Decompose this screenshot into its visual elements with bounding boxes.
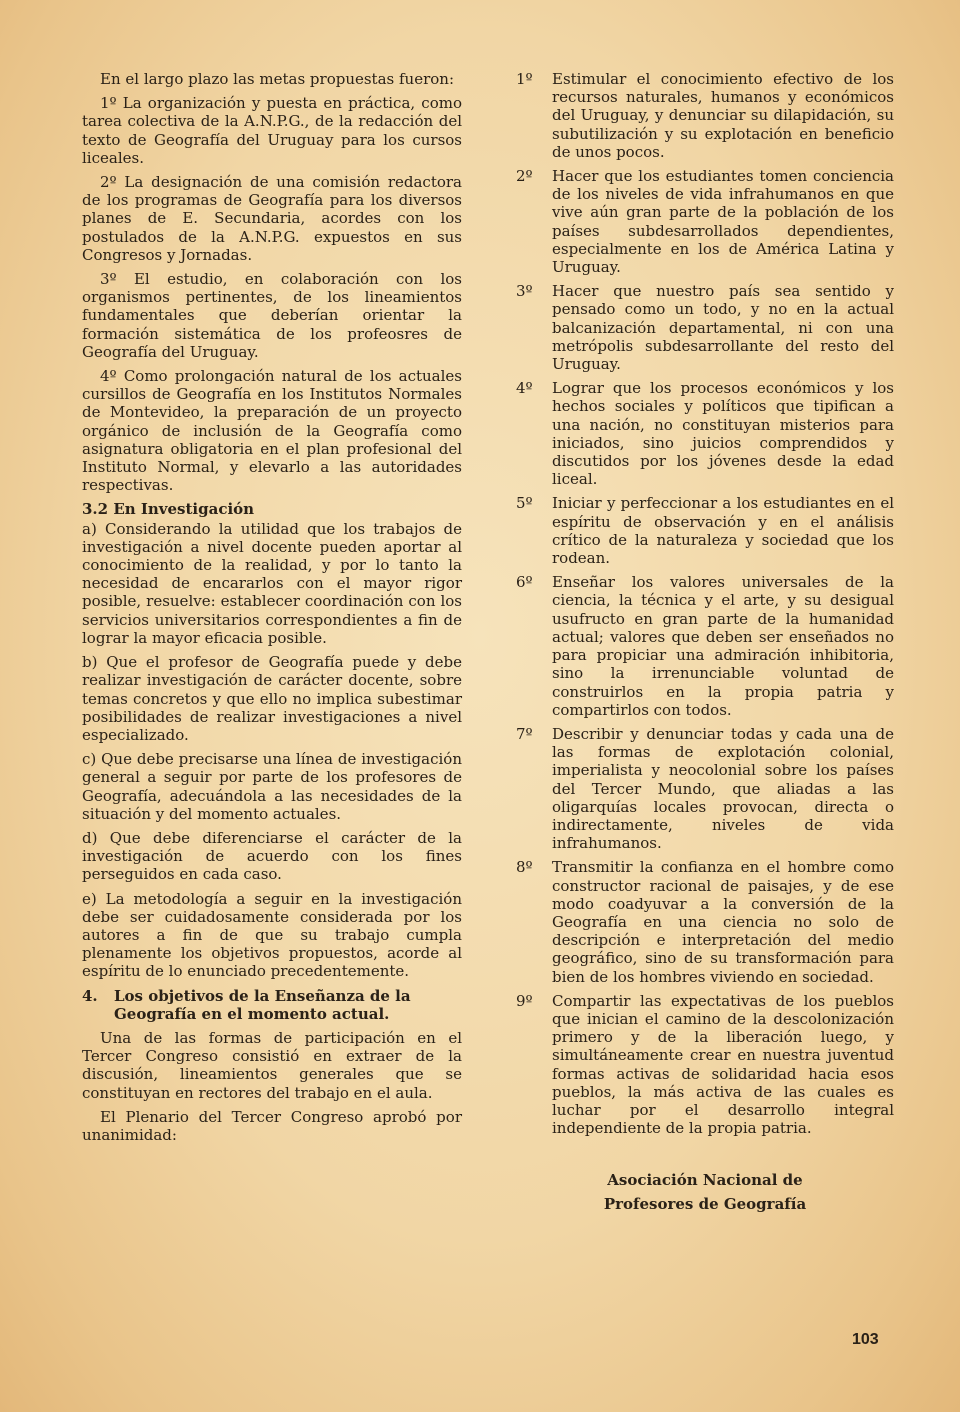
objective-item — [516, 282, 894, 373]
objective-text: Iniciar y perfeccionar a los estudiantes en el espíritu de observación y en el análisis crítico de la naturaleza y sociedad que los rodean. — [552, 494, 894, 568]
goal-2: 2º La designación de una comisión redactora de los programas de Geografía para los diversos planes de E. Secundaria, acordes con los postulados de la A.N.P.G. expuestos en sus Congresos y Jornadas. — [82, 173, 462, 264]
investigation-d: d) Que debe diferenciarse el carácter de la investigación de acuerdo con los fines perseguidos en cada caso. — [82, 828, 462, 884]
objective-text: Lograr que los procesos económicos y los hechos sociales y políticos que tipifican a una nación, no constituyan misterios para iniciados, sino juicios comprendidos y discutidos por los jóvenes desde la edad liceal. — [552, 379, 894, 489]
signature-line-2: Profesores de Geografía — [603, 1195, 807, 1213]
investigation-c: c) Que debe precisarse una línea de investigación general a seguir por parte de los profesores de Geografía, adecuándola a las necesidades de la situación y del momento actuales. — [82, 750, 462, 823]
right-column — [516, 70, 894, 1143]
signature-line-1: Asociación Nacional de — [607, 1171, 803, 1189]
investigation-b: b) Que el profesor de Geografía puede y debe realizar investigación de carácter docente, sobre temas concretos y que ello no implica subestimar posibilidades de realizar investigaciones a nivel especializado. — [82, 653, 462, 744]
objective-item — [516, 70, 894, 161]
objective-item — [516, 494, 894, 567]
section-4-paragraph-1: Una de las formas de participación en el Tercer Congreso consistió en extraer de la discusión, lineamientos generales que se constituyan en rectores del trabajo en el aula. — [82, 1028, 462, 1102]
objective-number: 1º — [516, 70, 533, 88]
section-4-number: 4. — [82, 986, 98, 1005]
investigation-a: a) Considerando la utilidad que los trabajos de investigación a nivel docente pueden aportar al conocimiento de la realidad, y por lo tanto la necesidad de encararlos con el mayor rigor posible, resuelve: establecer coordinación con los servicios universitarios correspondientes a fin de lograr la mayor eficacia posible. — [82, 519, 462, 647]
objective-item — [516, 379, 894, 488]
section-3-2-heading: 3.2 En Investigación — [82, 500, 255, 519]
objective-text: Hacer que los estudiantes tomen conciencia de los niveles de vida infrahumanos en que vive aún gran parte de la población de los países subdesarrollados dependientes, especialmente en los de América Latina y Uruguay. — [552, 167, 894, 277]
objective-text: Transmitir la confianza en el hombre como constructor racional de paisajes, y de ese modo coadyuvar a la conversión de la Geografía en una ciencia no solo de descripción e interpretación del medio geográfico, sino de su transformación para bien de los hombres viviendo en sociedad. — [552, 858, 894, 986]
objective-number: 6º — [516, 573, 533, 592]
signature-block — [516, 1168, 894, 1216]
section-4-paragraph-2: El Plenario del Tercer Congreso aprobó por unanimidad: — [82, 1107, 462, 1144]
objective-item — [516, 992, 894, 1138]
objective-item — [516, 725, 894, 852]
objective-item — [516, 167, 894, 276]
goal-3: 3º El estudio, en colaboración con los organismos pertinentes, de los lineamientos fundamentales que deberían orientar la formación sistemática de los profeosres de Geografía del Uruguay. — [82, 270, 462, 361]
objective-number: 8º — [516, 858, 533, 877]
objective-number: 9º — [516, 991, 533, 1010]
left-column — [82, 70, 462, 1150]
objective-text: Compartir las expectativas de los pueblos que inician el camino de la descolonización primero y de la liberación luego, y simultáneamente crear en nuestra juventud formas activas de solidaridad hacia esos pueblos, la más activa de las cuales es luchar por el desarrollo integral independiente de la propia patria. — [552, 991, 894, 1138]
section-4-title: Los objetivos de la Enseñanza de la Geografía en el momento actual. — [114, 986, 411, 1023]
objective-number: 5º — [516, 494, 533, 513]
goal-1: 1º La organización y puesta en práctica, como tarea colectiva de la A.N.P.G., de la redacción del texto de Geografía del Uruguay para los cursos liceales. — [82, 94, 462, 167]
section-4-heading — [82, 987, 462, 1023]
objective-text: Estimular el conocimiento efectivo de los recursos naturales, humanos y económicos del Uruguay, y denunciar su dilapidación, su subutilización y su explotación en beneficio de unos pocos. — [552, 70, 894, 161]
goal-4: 4º Como prolongación natural de los actuales cursillos de Geografía en los Institutos Normales de Montevideo, la preparación de un proyecto orgánico de inclusión de la Geografía como asignatura obligatoria en el plan profesional del Instituto Normal, y elevarlo a las autoridades respectivas. — [82, 367, 462, 495]
page-number: 103 — [852, 1331, 879, 1348]
objective-number: 7º — [516, 724, 533, 743]
objective-item — [516, 858, 894, 985]
objective-text: Enseñar los valores universales de la ciencia, la técnica y el arte, y su desigual usufructo en gran parte de la humanidad actual; valores que deben ser enseñados no para propiciar una admiración inhibitoria, sino la irrenunciable voluntad de construirlos en la propia patria y compartirlos con todos. — [552, 573, 894, 719]
objective-text: Hacer que nuestro país sea sentido y pensado como un todo, y no en la actual balcanización departamental, ni con una metrópolis subdesarrollante del resto del Uruguay. — [552, 282, 894, 374]
intro-paragraph: En el largo plazo las metas propuestas fueron: — [100, 70, 455, 88]
objective-number: 3º — [516, 282, 533, 301]
investigation-e: e) La metodología a seguir en la investigación debe ser cuidadosamente considerada por los autores a fin de que su trabajo cumpla plenamente los objetivos propuestos, acorde al espíritu de lo enunciado precedentemente. — [82, 889, 462, 981]
objective-text: Describir y denunciar todas y cada una de las formas de explotación colonial, imperialista y neocolonial sobre los países del Tercer Mundo, que aliadas a las oligarquías locales provocan, directa o indirectamente, niveles de vida infrahumanos. — [552, 724, 894, 853]
objective-number: 2º — [516, 167, 533, 186]
objective-number: 4º — [516, 379, 533, 398]
objective-item — [516, 573, 894, 719]
